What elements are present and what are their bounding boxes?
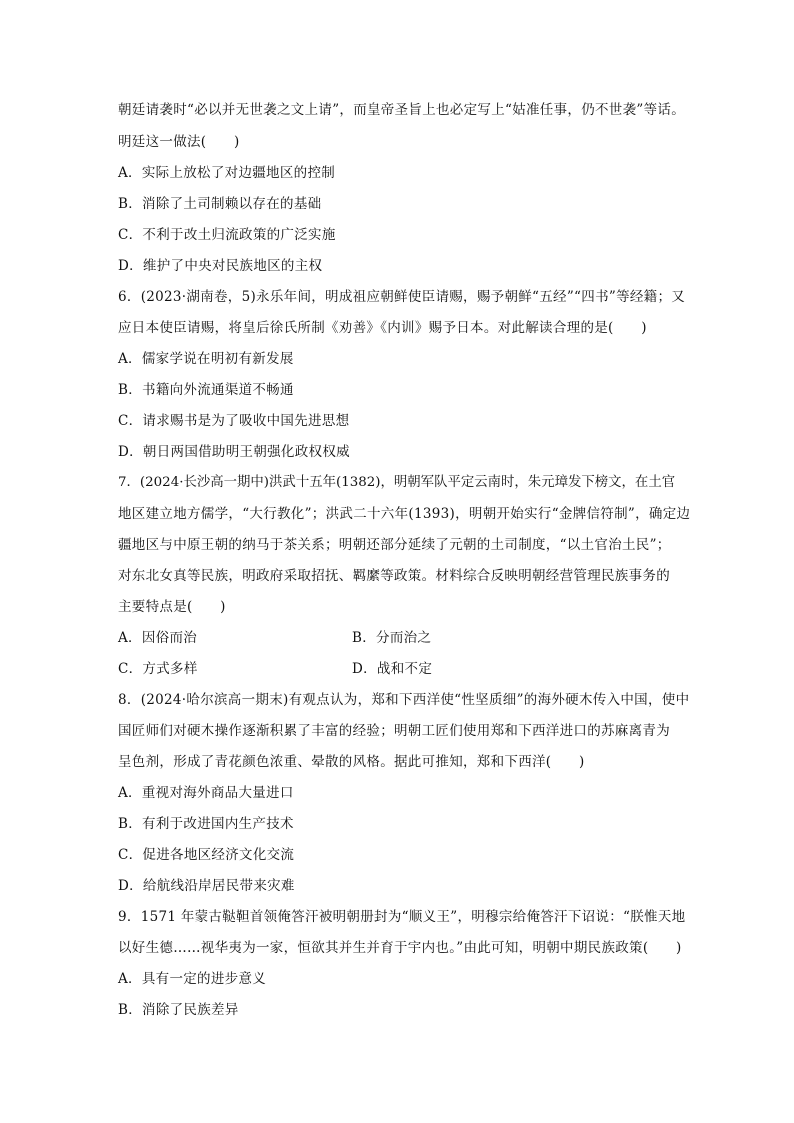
q7-stem-line: 地区建立地方儒学，“大行教化”；洪武二十六年(1393)，明朝开始实行“金牌信符制”，确定边 bbox=[118, 506, 691, 522]
q9-option-a: A．具有一定的进步意义 bbox=[118, 971, 267, 987]
q6-stem-line: 应日本使臣请赐，将皇后徐氏所制《劝善》《内训》赐予日本。对此解读合理的是( ) bbox=[118, 320, 647, 336]
q8-option-d: D．给航线沿岸居民带来灾难 bbox=[118, 878, 295, 894]
q8-option-c: C．促进各地区经济文化交流 bbox=[118, 847, 295, 863]
q5-option-b: B．消除了土司制赖以存在的基础 bbox=[118, 196, 322, 212]
q5-stem-line: 朝廷请袭时“必以并无世袭之文上请”，而皇帝圣旨上也必定写上“姑准任事，仍不世袭”等话。 bbox=[118, 102, 686, 118]
q6-option-c: C．请求赐书是为了吸收中国先进思想 bbox=[118, 413, 350, 429]
q7-option-b: B．分而治之 bbox=[352, 630, 432, 646]
q8-option-b: B．有利于改进国内生产技术 bbox=[118, 816, 294, 832]
q7-stem-line: 疆地区与中原王朝的纳马于茶关系；明朝还部分延续了元朝的土司制度，“以土官治土民”； bbox=[118, 537, 671, 553]
q7-option-c: C．方式多样 bbox=[118, 661, 198, 677]
q9-stem-line: 以好生德……视华夷为一家，恒欲其并生并育于宇内也。”由此可知，明朝中期民族政策( ) bbox=[118, 940, 682, 956]
q8-stem-line: 8．(2024·哈尔滨高一期末)有观点认为，郑和下西洋使“性坚质细”的海外硬木传入中国，使中 bbox=[118, 692, 690, 708]
q5-option-d: D．维护了中央对民族地区的主权 bbox=[118, 258, 323, 274]
q7-option-d: D．战和不定 bbox=[352, 661, 433, 677]
q7-stem-line: 7．(2024·长沙高一期中)洪武十五年(1382)，明朝军队平定云南时，朱元璋发下榜文，在土官 bbox=[118, 475, 676, 490]
q8-stem-line: 呈色剂，形成了青花颜色浓重、晕散的风格。据此可推知，郑和下西洋( ) bbox=[118, 754, 585, 770]
q6-option-b: B．书籍向外流通渠道不畅通 bbox=[118, 382, 294, 398]
q7-stem-line: 主要特点是( ) bbox=[118, 599, 226, 615]
q5-option-c: C．不利于改土归流政策的广泛实施 bbox=[118, 227, 336, 243]
q6-option-d: D．朝日两国借助明王朝强化政权权威 bbox=[118, 444, 350, 460]
q9-option-b: B．消除了民族差异 bbox=[118, 1002, 239, 1018]
q7-stem-line: 对东北女真等民族，明政府采取招抚、羁縻等政策。材料综合反映明朝经营管理民族事务的 bbox=[118, 568, 670, 584]
q5-stem-line: 明廷这一做法( ) bbox=[118, 134, 240, 150]
q9-stem-line: 9．1571 年蒙古鞑靼首领俺答汗被明朝册封为“顺义王”，明穆宗给俺答汗下诏说：“朕惟天地 bbox=[118, 909, 686, 925]
q7-option-a: A．因俗而治 bbox=[118, 630, 198, 646]
q6-option-a: A．儒家学说在明初有新发展 bbox=[118, 351, 294, 367]
q5-option-a: A．实际上放松了对边疆地区的控制 bbox=[118, 165, 336, 181]
q8-option-a: A．重视对海外商品大量进口 bbox=[118, 785, 294, 801]
q8-stem-line: 国匠师们对硬木操作逐渐积累了丰富的经验；明朝工匠们使用郑和下西洋进口的苏麻离青为 bbox=[118, 723, 670, 739]
q6-stem-line: 6．(2023·湖南卷，5)永乐年间，明成祖应朝鲜使臣请赐，赐予朝鲜“五经”“四书”等经籍；又 bbox=[118, 289, 686, 305]
